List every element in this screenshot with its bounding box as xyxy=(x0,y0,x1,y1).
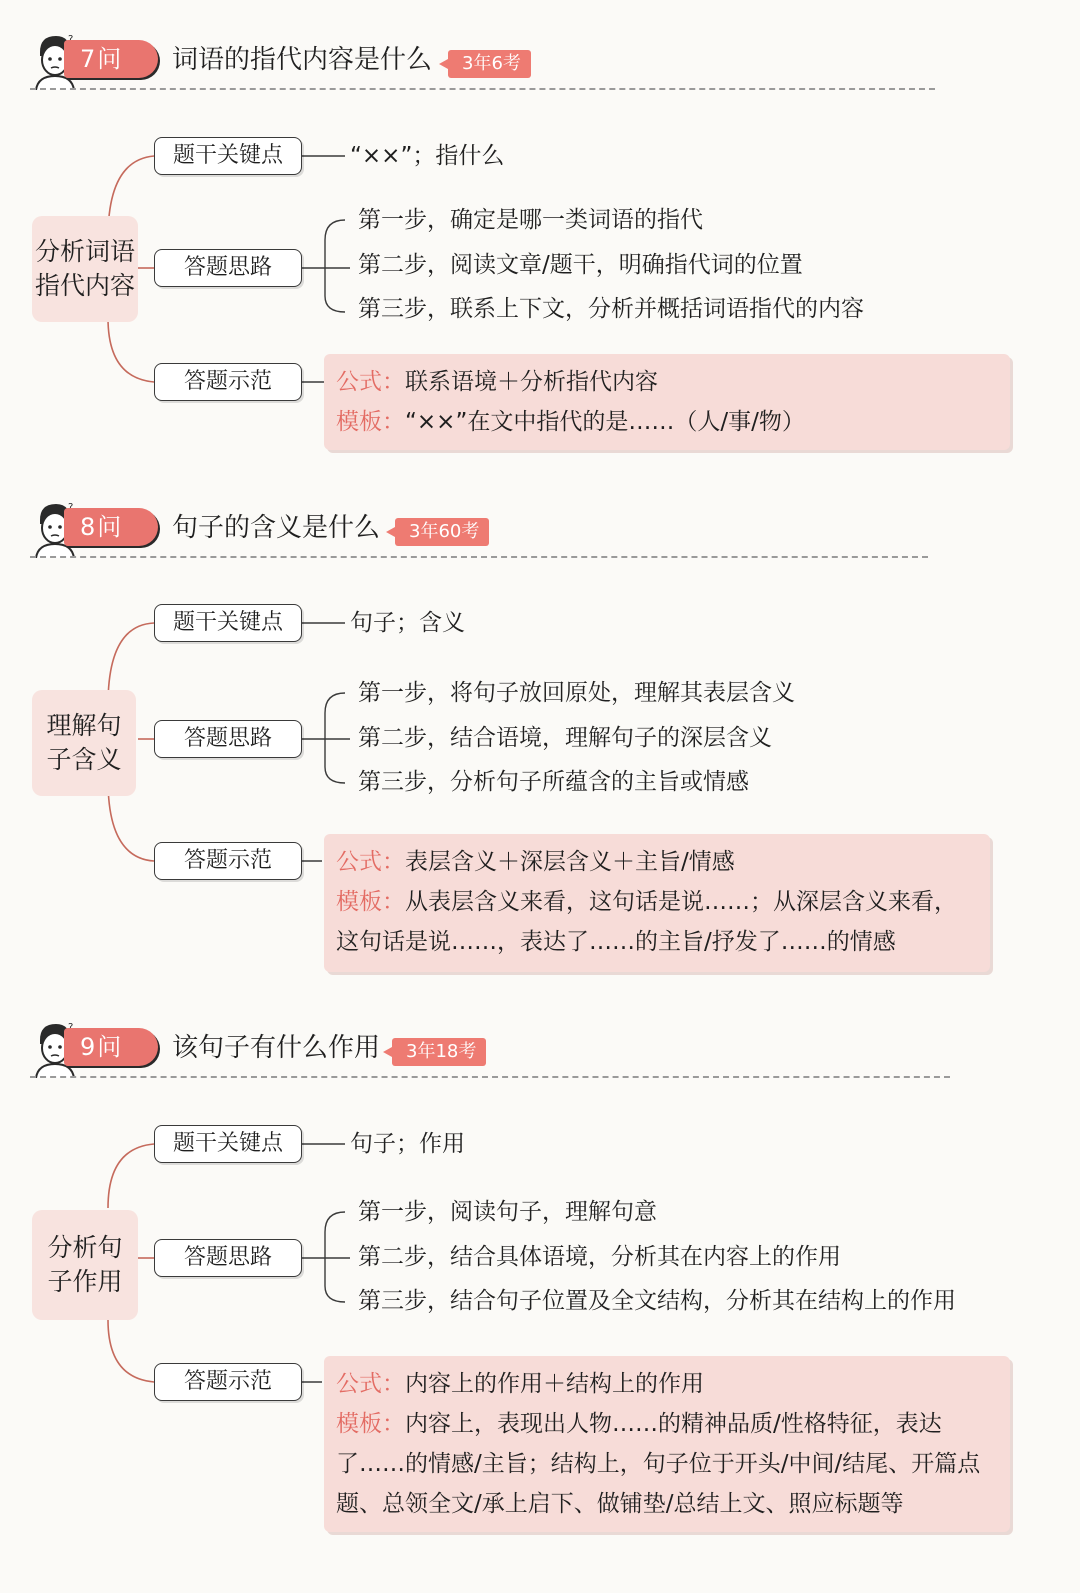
template-label: 模板： xyxy=(336,889,405,915)
template-label: 模板： xyxy=(336,1411,405,1437)
step-item: 第一步，将句子放回原处，理解其表层含义 xyxy=(358,680,795,706)
root-topic: 理解句子含义 xyxy=(32,690,136,796)
root-topic: 分析词语指代内容 xyxy=(32,216,138,322)
question-section-7 xyxy=(0,32,1080,552)
formula-label: 公式： xyxy=(336,849,405,875)
step-item: 第三步，分析句子所蕴含的主旨或情感 xyxy=(358,769,749,795)
formula-label: 公式： xyxy=(336,1371,405,1397)
example-box xyxy=(324,1356,1010,1532)
exam-count-badge: 3年18考 xyxy=(392,1038,486,1066)
formula-label: 公式： xyxy=(336,369,405,395)
formula-text: 表层含义＋深层含义＋主旨/情感 xyxy=(405,849,735,875)
example-node: 答题示范 xyxy=(154,842,302,880)
approach-node: 答题思路 xyxy=(154,1239,302,1277)
template-text: 内容上，表现出人物……的精神品质/性格特征，表达了……的情感/主旨；结构上，句子位于开头/中间/结尾、开篇点题、总领全文/承上启下、做铺垫/总结上文、照应标题等 xyxy=(336,1411,981,1517)
example-box xyxy=(324,834,990,972)
formula-text: 联系语境＋分析指代内容 xyxy=(405,369,658,395)
formula-text: 内容上的作用＋结构上的作用 xyxy=(405,1371,704,1397)
approach-node: 答题思路 xyxy=(154,249,302,287)
question-number: 9问 xyxy=(64,1028,158,1066)
step-item: 第二步，结合具体语境，分析其在内容上的作用 xyxy=(358,1244,841,1270)
step-item: 第一步，阅读句子，理解句意 xyxy=(358,1199,657,1225)
question-section-9 xyxy=(0,1020,1080,1593)
key-point-node: 题干关键点 xyxy=(154,1125,302,1163)
key-point-node: 题干关键点 xyxy=(154,604,302,642)
step-item: 第二步，阅读文章/题干，明确指代词的位置 xyxy=(358,252,803,278)
exam-count-badge: 3年60考 xyxy=(395,518,489,546)
question-title: 词语的指代内容是什么 xyxy=(172,45,433,75)
example-node: 答题示范 xyxy=(154,363,302,401)
exam-count-badge: 3年6考 xyxy=(448,50,531,78)
template-label: 模板： xyxy=(336,409,405,435)
key-point-value: 句子；含义 xyxy=(350,610,465,636)
question-number: 8问 xyxy=(64,508,158,546)
approach-node: 答题思路 xyxy=(154,720,302,758)
example-node: 答题示范 xyxy=(154,1363,302,1401)
question-number: 7问 xyxy=(64,40,158,78)
question-section-8 xyxy=(0,500,1080,1020)
key-point-node: 题干关键点 xyxy=(154,137,302,175)
question-title: 该句子有什么作用 xyxy=(172,1033,381,1063)
step-item: 第二步，结合语境，理解句子的深层含义 xyxy=(358,725,772,751)
step-item: 第三步，结合句子位置及全文结构，分析其在结构上的作用 xyxy=(358,1288,956,1314)
question-title: 句子的含义是什么 xyxy=(172,513,381,543)
template-text: 从表层含义来看，这句话是说……；从深层含义来看，这句话是说……，表达了……的主旨/抒发了……的情感 xyxy=(336,889,957,955)
step-item: 第三步，联系上下文，分析并概括词语指代的内容 xyxy=(358,296,864,322)
root-topic: 分析句子作用 xyxy=(32,1210,138,1320)
example-box xyxy=(324,354,1010,450)
step-item: 第一步，确定是哪一类词语的指代 xyxy=(358,207,703,233)
template-text: “××”在文中指代的是……（人/事/物） xyxy=(405,409,805,435)
key-point-value: 句子；作用 xyxy=(350,1131,465,1157)
key-point-value: “××”；指什么 xyxy=(350,143,505,169)
